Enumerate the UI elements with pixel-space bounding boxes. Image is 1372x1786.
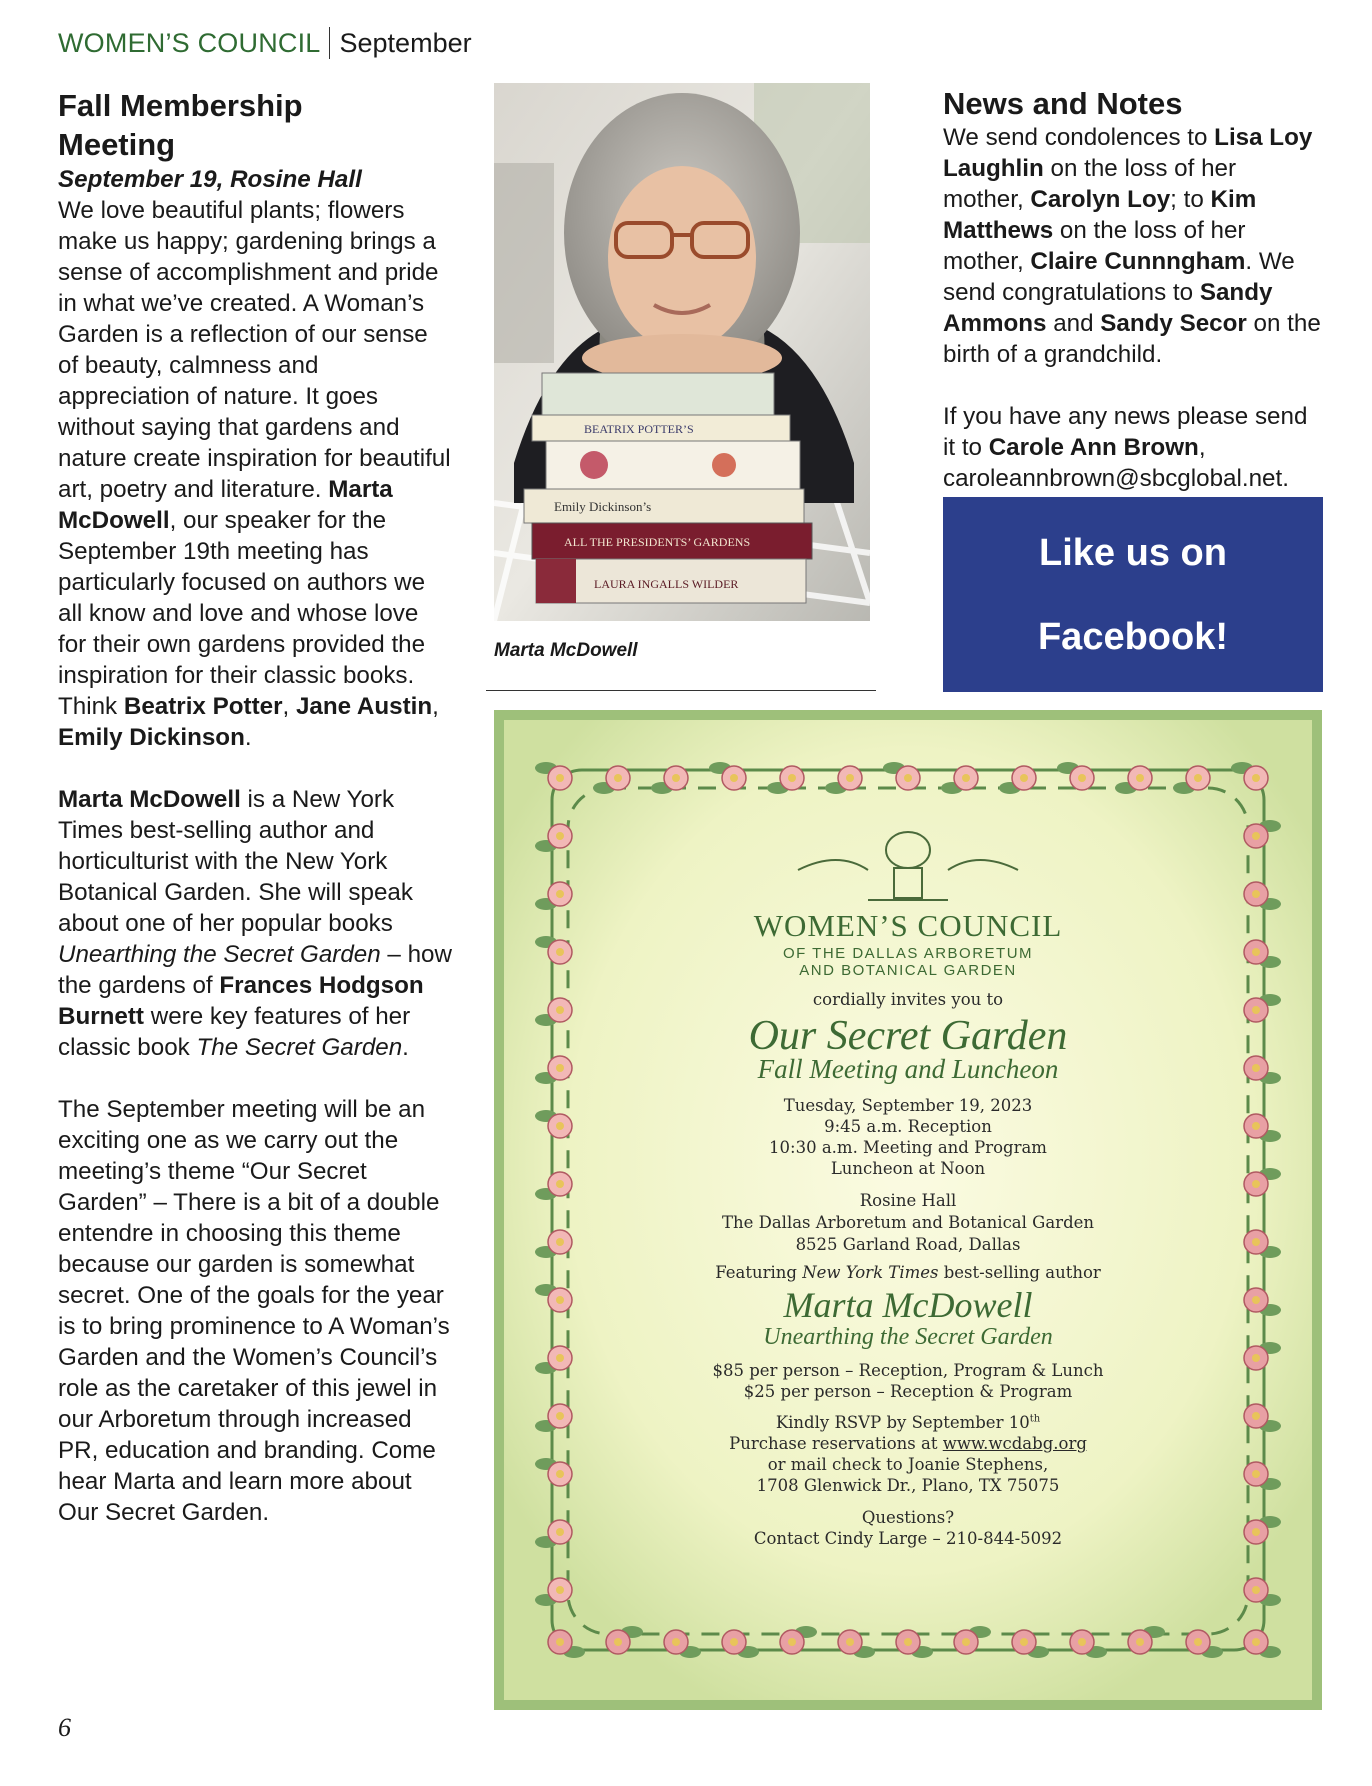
news-text-4: on the loss of her mother, — [943, 217, 1246, 275]
page-header — [58, 26, 472, 60]
invite-cordially: cordially invites you to — [812, 990, 1004, 1009]
section-name: WOMEN’S COUNCIL — [58, 27, 321, 58]
news-name-4: Claire Cunnngham — [1030, 248, 1246, 275]
rsvp-sup: th — [1029, 1413, 1041, 1425]
rose-center — [788, 774, 796, 782]
rose-center — [730, 774, 738, 782]
p1-author-2: Jane Austin — [295, 693, 433, 720]
book-title-3: ALL THE PRESIDENTS’ GARDENS — [564, 535, 751, 549]
invite-questions: Questions? — [861, 1508, 955, 1527]
invite-time-1: 9:45 a.m. Reception — [824, 1117, 992, 1136]
speaker-photo — [494, 83, 870, 621]
rose-center — [556, 1586, 564, 1594]
facebook-banner[interactable] — [943, 497, 1323, 692]
book-title-4: LAURA INGALLS WILDER — [594, 577, 739, 591]
invite-mail: or mail check to Joanie Stephens, — [767, 1455, 1049, 1474]
invite-talk: Unearthing the Secret Garden — [763, 1324, 1053, 1350]
rose-center — [1136, 774, 1144, 782]
news-paragraph-1 — [943, 122, 1323, 370]
rose-center — [1252, 832, 1260, 840]
news-name-6: Sandy Secor — [1100, 310, 1247, 337]
p1-end: . — [244, 724, 252, 751]
facebook-line-2: Facebook! — [1037, 615, 1229, 658]
invite-date: Tuesday, September 19, 2023 — [783, 1096, 1033, 1115]
p1-text-2: , our speaker for the September 19th meeting has particularly focused on authors we all know and love and whose love for their own gardens provided the inspiration for their classic books. Think — [58, 507, 426, 720]
rose-center — [1252, 1638, 1260, 1646]
p1-comma-1: , — [282, 693, 296, 720]
rsvp-text: Kindly RSVP by September 10 — [775, 1413, 1030, 1432]
news-name-5: Sandy Ammons — [943, 279, 1273, 337]
rose-center — [1078, 1638, 1086, 1646]
rose-center — [614, 774, 622, 782]
invite-price-1: $85 per person – Reception, Program & Lunch — [712, 1361, 1104, 1380]
rose-center — [1078, 774, 1086, 782]
p1-author-1: Beatrix Potter — [123, 693, 283, 720]
rose-center — [904, 774, 912, 782]
feat-a: Featuring — [715, 1263, 803, 1282]
rose-center — [1252, 1586, 1260, 1594]
p1-author-3: Emily Dickinson — [58, 724, 245, 751]
rose-center — [556, 1180, 564, 1188]
news-name-1: Lisa Loy Laughlin — [943, 124, 1313, 182]
news-title: News and Notes — [943, 86, 1183, 121]
rose-center — [788, 1638, 796, 1646]
rose-center — [730, 1638, 738, 1646]
invite-event-title: Our Secret Garden — [748, 1013, 1068, 1059]
header-divider — [329, 27, 330, 59]
invitation-background — [494, 710, 1322, 1710]
rose-center — [1252, 890, 1260, 898]
invite-venue-3: 8525 Garland Road, Dallas — [795, 1235, 1021, 1254]
article-title — [58, 86, 453, 164]
news-text-7: on the birth of a grandchild. — [943, 310, 1321, 368]
invite-purchase — [494, 1434, 1322, 1453]
rose-center — [962, 774, 970, 782]
purchase-link[interactable]: www.wcdabg.org — [942, 1434, 1087, 1453]
rose-center — [556, 890, 564, 898]
invitation-card — [494, 710, 1322, 1710]
rose-center — [1194, 774, 1202, 782]
feat-b: New York Times — [802, 1263, 939, 1282]
article-subtitle: September 19, Rosine Hall — [58, 166, 362, 193]
news-text-6: and — [1046, 310, 1101, 337]
rose-center — [556, 832, 564, 840]
rose-center — [1194, 1638, 1202, 1646]
feat-c: best-selling author — [938, 1263, 1101, 1282]
p1-speaker: Marta McDowell — [58, 476, 393, 534]
p2-text-2: – how the gardens of — [58, 941, 452, 999]
news-name-3: Kim Matthews — [943, 186, 1257, 244]
invite-venue-1: Rosine Hall — [859, 1191, 957, 1210]
news-text-2: on the loss of her mother, — [943, 155, 1237, 213]
invite-org: WOMEN’S COUNCIL — [753, 908, 1063, 943]
rose-center — [1252, 1180, 1260, 1188]
invite-event-subtitle: Fall Meeting and Luncheon — [757, 1054, 1059, 1084]
rose-center — [846, 774, 854, 782]
article-title-line1: Fall Membership — [58, 88, 303, 123]
rose-center — [1020, 1638, 1028, 1646]
rose-center — [904, 1638, 912, 1646]
article-paragraph-3: The September meeting will be an exciting one as we carry out the meeting’s theme “Our Secret Garden” – There is a bit of a double entendre in choosing this theme because our garden is somewhat secret. One of the goals for the year is to bring prominence to A Woman’s Garden and the Women’s Council’s role as the caretaker of this jewel in our Arboretum through increased PR, education and branding. Come hear Marta and learn more about Our Secret Garden. — [58, 1096, 450, 1526]
rose-center — [672, 774, 680, 782]
article-title-line2: Meeting — [58, 127, 176, 162]
rose-center — [1252, 774, 1260, 782]
news-text-1: We send condolences to — [943, 124, 1215, 151]
p2-author: Frances Hodgson Burnett — [58, 972, 424, 1030]
facebook-line-1: Like us on — [1039, 531, 1227, 574]
news-name-2: Carolyn Loy — [1030, 186, 1171, 213]
invite-speaker: Marta McDowell — [783, 1285, 1033, 1325]
invite-venue-2: The Dallas Arboretum and Botanical Garden — [721, 1213, 1095, 1232]
photo-caption: Marta McDowell — [494, 640, 638, 661]
invite-contact: Contact Cindy Large – 210-844-5092 — [753, 1529, 1063, 1548]
rose-center — [962, 1638, 970, 1646]
book-title-2: Emily Dickinson’s — [554, 499, 652, 514]
invite-featuring — [494, 1263, 1322, 1282]
invite-time-2: 10:30 a.m. Meeting and Program — [769, 1138, 1047, 1157]
invite-org-sub-2: AND BOTANICAL GARDEN — [799, 962, 1017, 979]
rose-center — [556, 1638, 564, 1646]
news-and-notes — [943, 86, 1323, 494]
caption-divider — [486, 690, 876, 691]
p2-text: is a New York Times best-selling author and horticulturist with the New York Botanical Garden. She will speak about one of her popular books — [58, 786, 413, 937]
rose-center — [1020, 774, 1028, 782]
article-paragraph-2 — [58, 784, 453, 1063]
p2-text-3: were key features of her classic book — [58, 1003, 411, 1061]
invite-time-3: Luncheon at Noon — [830, 1159, 986, 1178]
rose-center — [614, 1638, 622, 1646]
p2-book: Unearthing the Secret Garden — [58, 941, 381, 968]
news-email[interactable]: caroleannbrown@sbcglobal.net. — [943, 465, 1289, 492]
invite-price-2: $25 per person – Reception & Program — [743, 1382, 1073, 1401]
book-title-1: BEATRIX POTTER’S — [584, 422, 694, 436]
p2-book-2: The Secret Garden — [196, 1034, 403, 1061]
membership-article — [58, 86, 453, 1528]
issue-month: September — [339, 27, 472, 58]
invite-org-sub-1: OF THE DALLAS ARBORETUM — [782, 945, 1034, 962]
rose-center — [846, 1638, 854, 1646]
invite-address: 1708 Glenwick Dr., Plano, TX 75075 — [756, 1476, 1060, 1495]
rose-center — [556, 774, 564, 782]
news-paragraph-2 — [943, 401, 1323, 494]
p1-comma-2: , — [432, 693, 439, 720]
news-text-3: ; to — [1170, 186, 1211, 213]
news-comma: , — [1198, 434, 1206, 461]
p2-speaker: Marta McDowell — [58, 786, 241, 813]
page-number: 6 — [58, 1713, 71, 1742]
article-paragraph-1 — [58, 195, 453, 753]
rose-center — [1136, 1638, 1144, 1646]
news-contact: Carole Ann Brown — [988, 434, 1199, 461]
p2-end: . — [402, 1034, 409, 1061]
news-text-5: . We send congratulations to — [943, 248, 1295, 306]
news-request: If you have any news please send it to — [943, 403, 1308, 461]
rose-center — [672, 1638, 680, 1646]
invite-rsvp — [494, 1413, 1322, 1432]
p1-text: We love beautiful plants; flowers make us happy; gardening brings a sense of accomplishment and pride in what we’ve created. A Woman’s Garden is a reflection of our sense of beauty, calmness and appreciation of nature. It goes without saying that gardens and nature create inspiration for beautiful art, poetry and literature. — [58, 197, 451, 503]
purchase-text: Purchase reservations at — [729, 1434, 943, 1453]
